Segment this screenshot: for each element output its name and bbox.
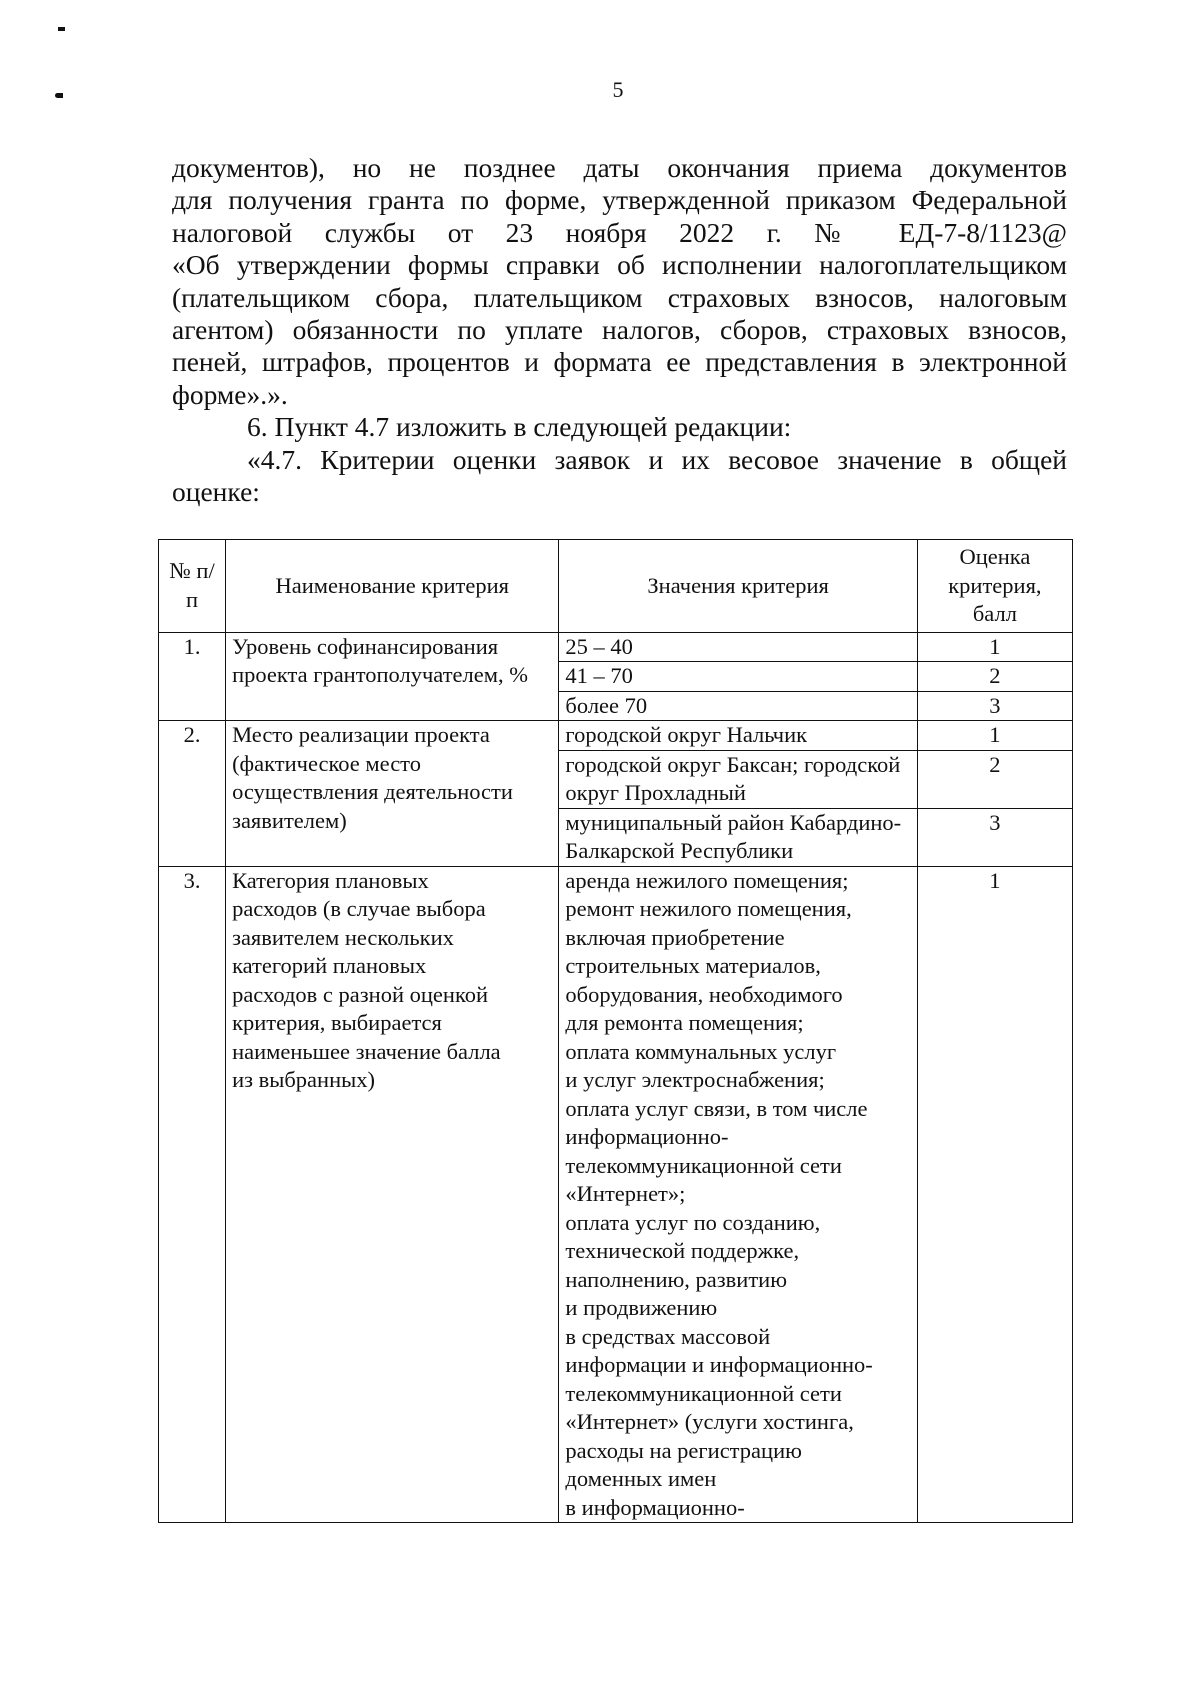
text-line: «Об утверждении формы справки об исполнении налогоплательщиком <box>172 249 1067 281</box>
text-line: «4.7. Критерии оценки заявок и их весовое значение в общей <box>247 443 1067 475</box>
header-value: Значения критерия <box>559 540 917 633</box>
table-row <box>159 721 1073 751</box>
text-line: (плательщиком сбора, плательщиком страховых взносов, налоговым <box>172 281 1067 313</box>
value-line: «Интернет» (услуги хостинга, <box>565 1409 854 1434</box>
criterion-line: наименьшее значение балла <box>232 1038 501 1064</box>
value-line: технической поддержке, <box>565 1238 800 1263</box>
text-line: оценке: <box>172 476 260 508</box>
value-line: в средствах массовой <box>565 1323 771 1349</box>
criterion-line: Категория плановых <box>232 867 429 893</box>
criterion-line: расходов с разной оценкой <box>232 981 489 1007</box>
table-header-row <box>159 540 1073 633</box>
criterion-value: муниципальный район Кабардино-Балкарской Республики <box>559 808 917 866</box>
row-num: 2. <box>159 721 226 867</box>
criterion-line: категорий плановых <box>232 953 427 978</box>
text-line: документов), но не позднее даты окончания приема документов <box>172 152 1067 183</box>
criterion-score: 3 <box>917 691 1072 721</box>
scan-mark <box>58 27 65 31</box>
row-criterion: Место реализации проекта (фактическое место осуществления деятельности заявителем) <box>226 721 559 867</box>
value-line: информации и информационно- <box>565 1352 873 1377</box>
criterion-line: заявителем нескольких <box>232 924 454 950</box>
criterion-line: критерия, выбирается <box>232 1010 442 1035</box>
row-criterion: Уровень софинансирования проекта грантополучателем, % <box>226 632 559 721</box>
value-line: доменных имен <box>565 1466 717 1491</box>
table-row <box>159 866 1073 1523</box>
row-num: 3. <box>159 866 226 1523</box>
value-line: телекоммуникационной сети <box>565 1152 842 1178</box>
criterion-score: 2 <box>917 750 1072 808</box>
document-body <box>172 152 1067 508</box>
criterion-score: 1 <box>917 866 1072 1523</box>
criterion-score: 1 <box>917 721 1072 751</box>
text-line: агентом) обязанности по уплате налогов, сборов, страховых взносов, <box>172 314 1067 346</box>
page-number: 5 <box>612 77 624 102</box>
criterion-score: 1 <box>917 632 1072 662</box>
value-line: оплата коммунальных услуг <box>565 1038 837 1064</box>
table-row <box>159 632 1073 662</box>
value-line: телекоммуникационной сети <box>565 1380 842 1406</box>
criterion-value: 25 – 40 <box>559 632 917 662</box>
value-line: оплата услуг по созданию, <box>565 1209 821 1235</box>
text-line: для получения гранта по форме, утвержденной приказом Федеральной <box>172 184 1067 216</box>
criterion-score: 2 <box>917 662 1072 692</box>
value-line: оборудования, необходимого <box>565 981 843 1007</box>
value-line: в информационно- <box>565 1494 745 1520</box>
header-name: Наименование критерия <box>226 540 559 633</box>
value-line: включая приобретение <box>565 924 785 950</box>
value-line: «Интернет»; <box>565 1181 686 1206</box>
criterion-value: 41 – 70 <box>559 662 917 692</box>
text-line: пеней, штрафов, процентов и формата ее представления в электронной <box>172 346 1067 378</box>
value-line: наполнению, развитию <box>565 1266 788 1292</box>
value-line: расходы на регистрацию <box>565 1437 802 1463</box>
value-line: строительных материалов, <box>565 953 821 978</box>
criterion-value: более 70 <box>559 691 917 721</box>
criterion-line: из выбранных) <box>232 1067 375 1092</box>
header-score: Оценка критерия, балл <box>917 540 1072 633</box>
text-line: налоговой службы от 23 ноября 2022 г. № ЕД-7-8/1123@ <box>172 216 1067 248</box>
criterion-value: городской округ Баксан; городской округ Прохладный <box>559 750 917 808</box>
criterion-value: городской округ Нальчик <box>559 721 917 751</box>
criterion-line: расходов (в случае выбора <box>232 896 486 921</box>
criterion-value <box>559 866 917 1523</box>
criteria-table <box>158 539 1073 1523</box>
value-line: ремонт нежилого помещения, <box>565 896 852 921</box>
text-line: форме».». <box>172 378 288 410</box>
row-num: 1. <box>159 632 226 721</box>
value-line: информационно- <box>565 1124 729 1149</box>
amendment-heading: 6. Пункт 4.7 изложить в следующей редакции: <box>247 411 792 443</box>
value-line: оплата услуг связи, в том числе <box>565 1095 868 1121</box>
header-num: № п/п <box>159 540 226 633</box>
criterion-score: 3 <box>917 808 1072 866</box>
row-criterion <box>226 866 559 1523</box>
value-line: и продвижению <box>565 1295 718 1320</box>
value-line: и услуг электроснабжения; <box>565 1067 825 1092</box>
value-line: аренда нежилого помещения; <box>565 867 849 893</box>
value-line: для ремонта помещения; <box>565 1010 804 1035</box>
